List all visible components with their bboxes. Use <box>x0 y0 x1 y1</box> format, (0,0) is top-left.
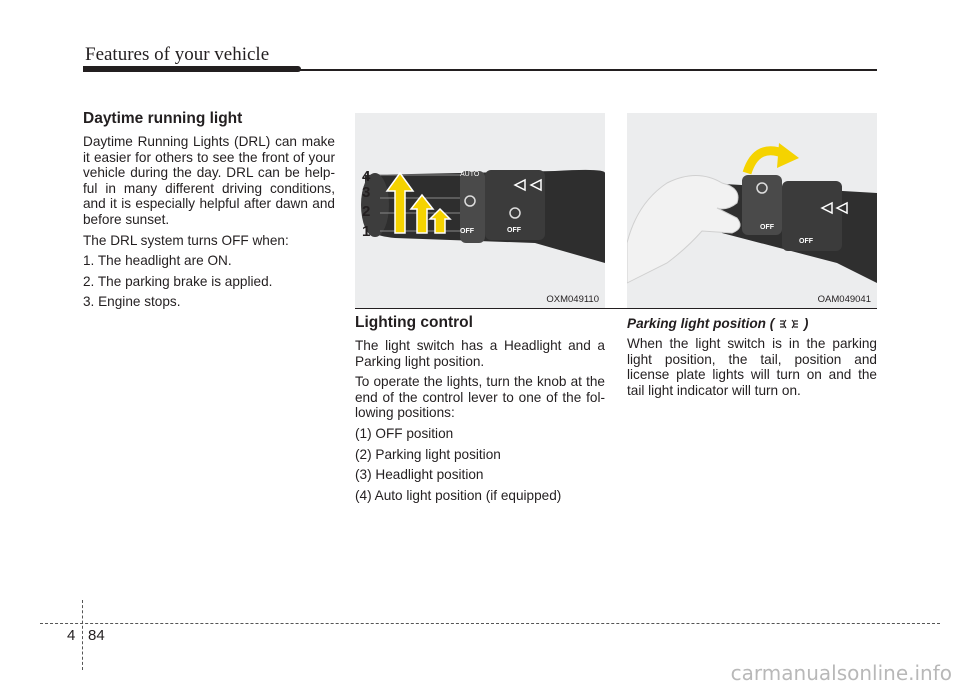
lighting-item: (4) Auto light position (if equipped) <box>355 487 562 503</box>
lighting-paragraph: To operate the lights, turn the knob at the end of the control lever to one of the following positions: <box>355 374 605 421</box>
position-number-3: 3 <box>362 184 371 201</box>
off-label: OFF <box>760 224 774 231</box>
header-bar-thick <box>83 66 301 72</box>
figure-code: OXM049110 <box>546 294 599 305</box>
drl-item: 1. The headlight are ON. <box>83 253 232 269</box>
page-header-title: Features of your vehicle <box>85 44 270 65</box>
parking-light-section <box>627 316 877 403</box>
header-bar-thin <box>300 69 877 71</box>
footer-dashed-line <box>40 623 940 624</box>
drl-item: 2. The parking brake is applied. <box>83 273 273 289</box>
position-number-4: 4 <box>362 168 371 185</box>
position-number-2: 2 <box>362 203 371 220</box>
auto-label: AUTO <box>460 171 480 178</box>
lighting-lever-figure <box>355 113 605 308</box>
parking-heading-suffix: ) <box>803 316 809 331</box>
drl-section <box>83 110 335 315</box>
parking-light-icon <box>778 318 800 330</box>
off-label: OFF <box>507 227 521 234</box>
chapter-number: 4 <box>67 627 76 644</box>
lighting-item: (1) OFF position <box>355 425 454 441</box>
watermark: carmanualsonline.info <box>730 661 952 685</box>
footer-dashed-divider <box>82 600 83 670</box>
lighting-heading: Lighting control <box>355 314 473 331</box>
lighting-control-section <box>355 314 605 508</box>
parking-heading <box>627 316 877 332</box>
drl-heading: Daytime running light <box>83 110 243 127</box>
drl-intro: The DRL system turns OFF when: <box>83 232 289 248</box>
lever-illustration <box>355 113 605 308</box>
figure-caption-rule <box>355 308 877 309</box>
hand-lever-illustration <box>627 113 877 308</box>
parking-light-figure <box>627 113 877 308</box>
parking-paragraph: When the light switch is in the parking light position, the tail, position and license plate lights will turn on and the tail light indicator will turn on. <box>627 336 877 398</box>
lighting-item: (3) Headlight position <box>355 467 484 483</box>
drl-item: 3. Engine stops. <box>83 294 181 310</box>
figure-code: OAM049041 <box>817 294 871 305</box>
off-label: OFF <box>460 228 474 235</box>
drl-paragraph: Daytime Running Lights (DRL) can make it easier for others to see the front of your vehicle during the day. DRL can be helpful in many different driving conditions, and it is especially helpful after dawn and before sunset. <box>83 134 335 227</box>
position-number-1: 1 <box>362 223 371 240</box>
lighting-item: (2) Parking light position <box>355 446 501 462</box>
parking-heading-prefix: Parking light position ( <box>627 316 775 331</box>
lighting-paragraph: The light switch has a Headlight and a Parking light position. <box>355 338 605 369</box>
page-number: 84 <box>88 627 105 644</box>
off-label: OFF <box>799 238 813 245</box>
